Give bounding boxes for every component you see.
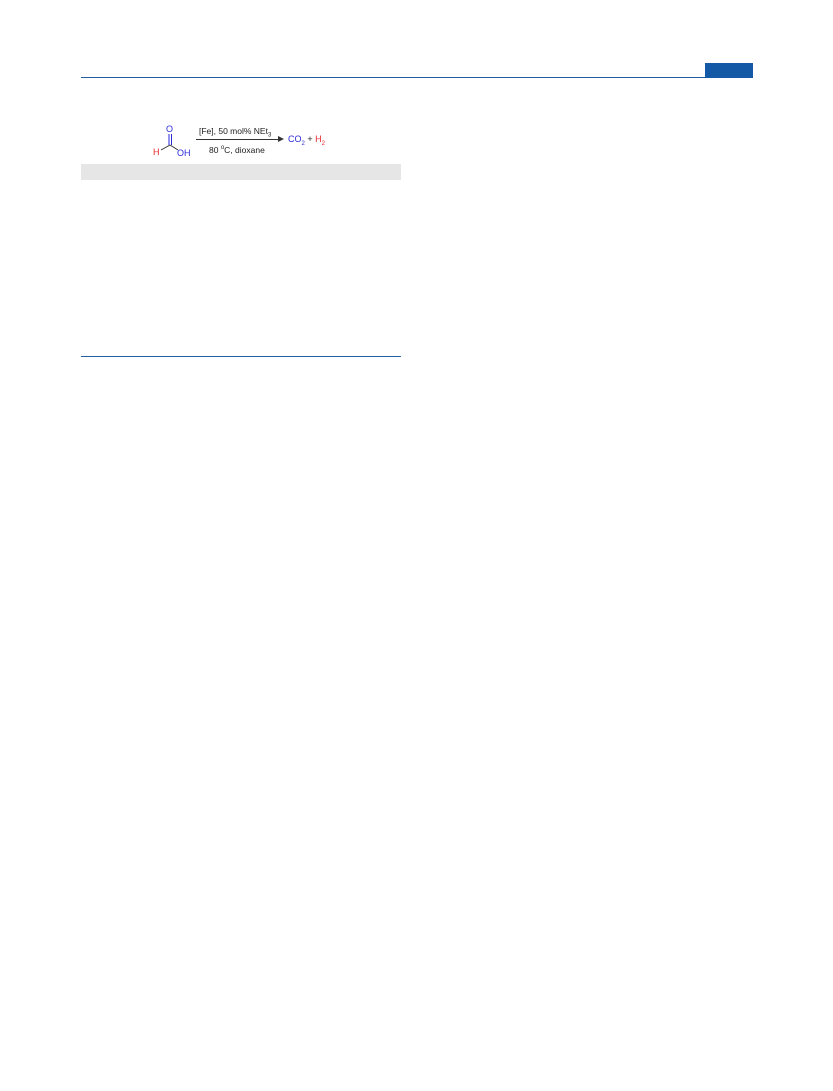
hydrogen-atom-label: H xyxy=(153,147,160,157)
reaction-conditions-top: [Fe], 50 mol% NEt$_3$ xyxy=(199,126,272,139)
reaction-arrowhead xyxy=(278,136,284,142)
reaction-scheme xyxy=(140,118,350,162)
product-carbon-dioxide: $CO_2$ xyxy=(288,134,305,147)
table-bottom-rule xyxy=(81,356,401,357)
product-hydrogen: $H_2$ xyxy=(315,134,325,147)
reaction-arrow xyxy=(196,139,279,140)
header-rule xyxy=(81,77,753,78)
hydroxyl-label: OH xyxy=(177,148,191,158)
header-page-tab xyxy=(705,63,753,78)
reaction-products xyxy=(288,134,325,149)
plus-sign: + xyxy=(304,134,316,144)
reaction-conditions-bottom: 80 $^o$C, dioxane xyxy=(209,144,265,155)
oxygen-atom-label: O xyxy=(166,124,174,134)
table-header-bar xyxy=(81,164,401,180)
